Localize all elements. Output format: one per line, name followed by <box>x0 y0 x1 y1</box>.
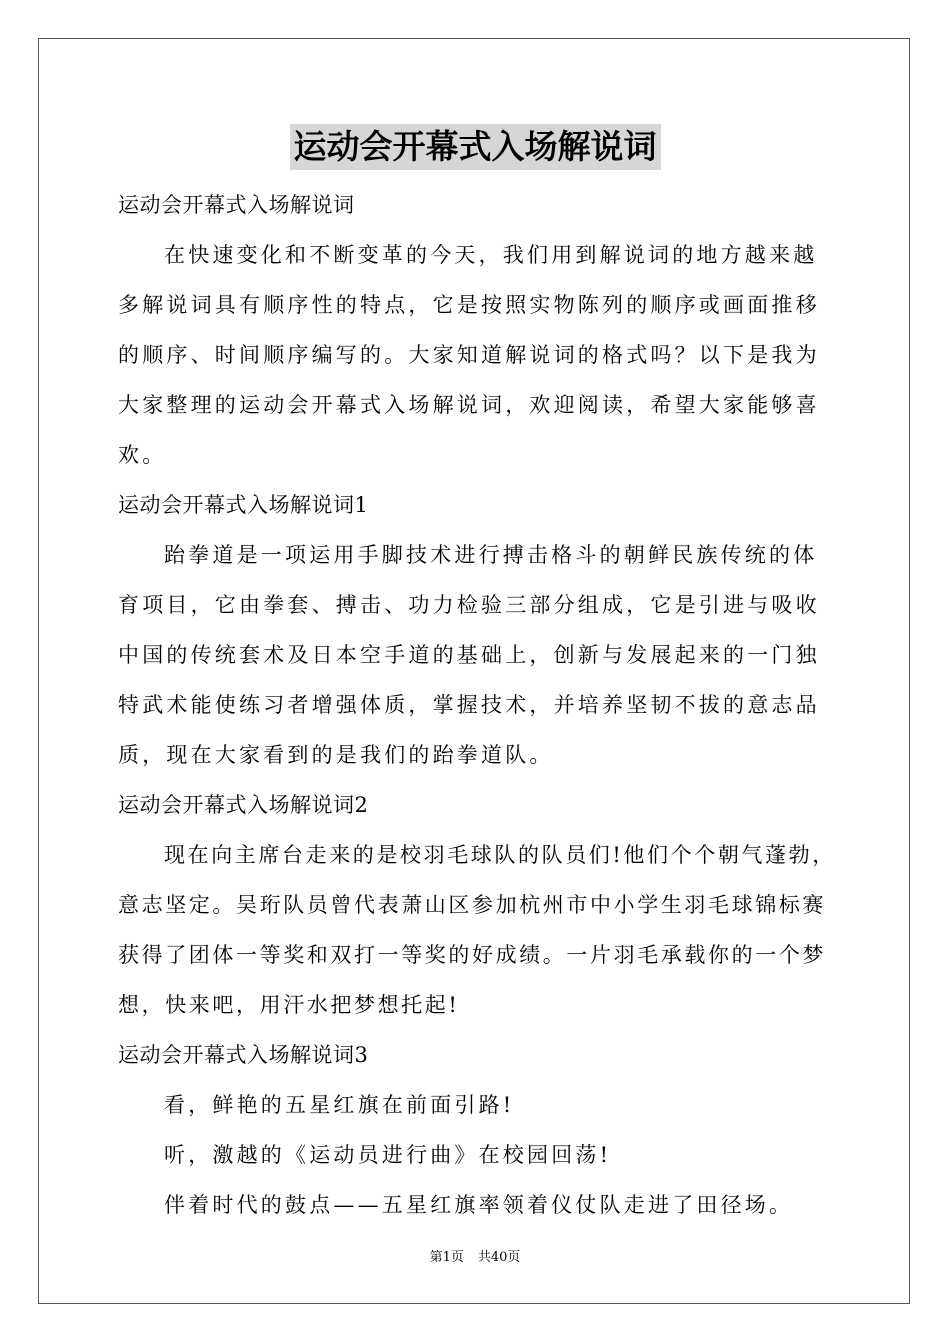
section-heading-2: 运动会开幕式入场解说词2 <box>118 793 369 817</box>
section-line-3: 伴着时代的鼓点——五星红旗率领着仪仗队走进了田径场。 <box>164 1193 794 1217</box>
page-total: 共40页 <box>477 1250 521 1265</box>
section-heading-3: 运动会开幕式入场解说词3 <box>118 1043 369 1067</box>
document-body <box>118 180 838 1230</box>
section-heading-1: 运动会开幕式入场解说词1 <box>118 493 369 517</box>
section-line-2: 听，激越的《运动员进行曲》在校园回荡! <box>164 1143 612 1167</box>
page-footer <box>0 1246 950 1265</box>
title-container <box>0 124 950 170</box>
section-line-1: 看，鲜艳的五星红旗在前面引路! <box>164 1093 515 1117</box>
intro-paragraph: 在快速变化和不断变革的今天，我们用到解说词的地方越来越多解说词具有顺序性的特点，它是按照实物陈列的顺序或画面推移的顺序、时间顺序编写的。大家知道解说词的格式吗？以下是我为大家整理的运动会开幕式入场解说词，欢迎阅读，希望大家能够喜欢。 <box>118 243 820 467</box>
section-body-2: 现在向主席台走来的是校羽毛球队的队员们!他们个个朝气蓬勃，意志坚定。吴珩队员曾代表萧山区参加杭州市中小学生羽毛球锦标赛获得了团体一等奖和双打一等奖的好成绩。一片羽毛承载你的一个梦想，快来吧，用汗水把梦想托起! <box>118 843 836 1017</box>
page-number: 第1页 <box>429 1250 464 1265</box>
document-subtitle: 运动会开幕式入场解说词 <box>118 193 355 217</box>
section-body-1: 跆拳道是一项运用手脚技术进行搏击格斗的朝鲜民族传统的体育项目，它由拳套、搏击、功力检验三部分组成，它是引进与吸收中国的传统套术及日本空手道的基础上，创新与发展起来的一门独特武术能使练习者增强体质，掌握技术，并培养坚韧不拔的意志品质，现在大家看到的是我们的跆拳道队。 <box>118 543 820 767</box>
document-title: 运动会开幕式入场解说词 <box>290 124 661 170</box>
